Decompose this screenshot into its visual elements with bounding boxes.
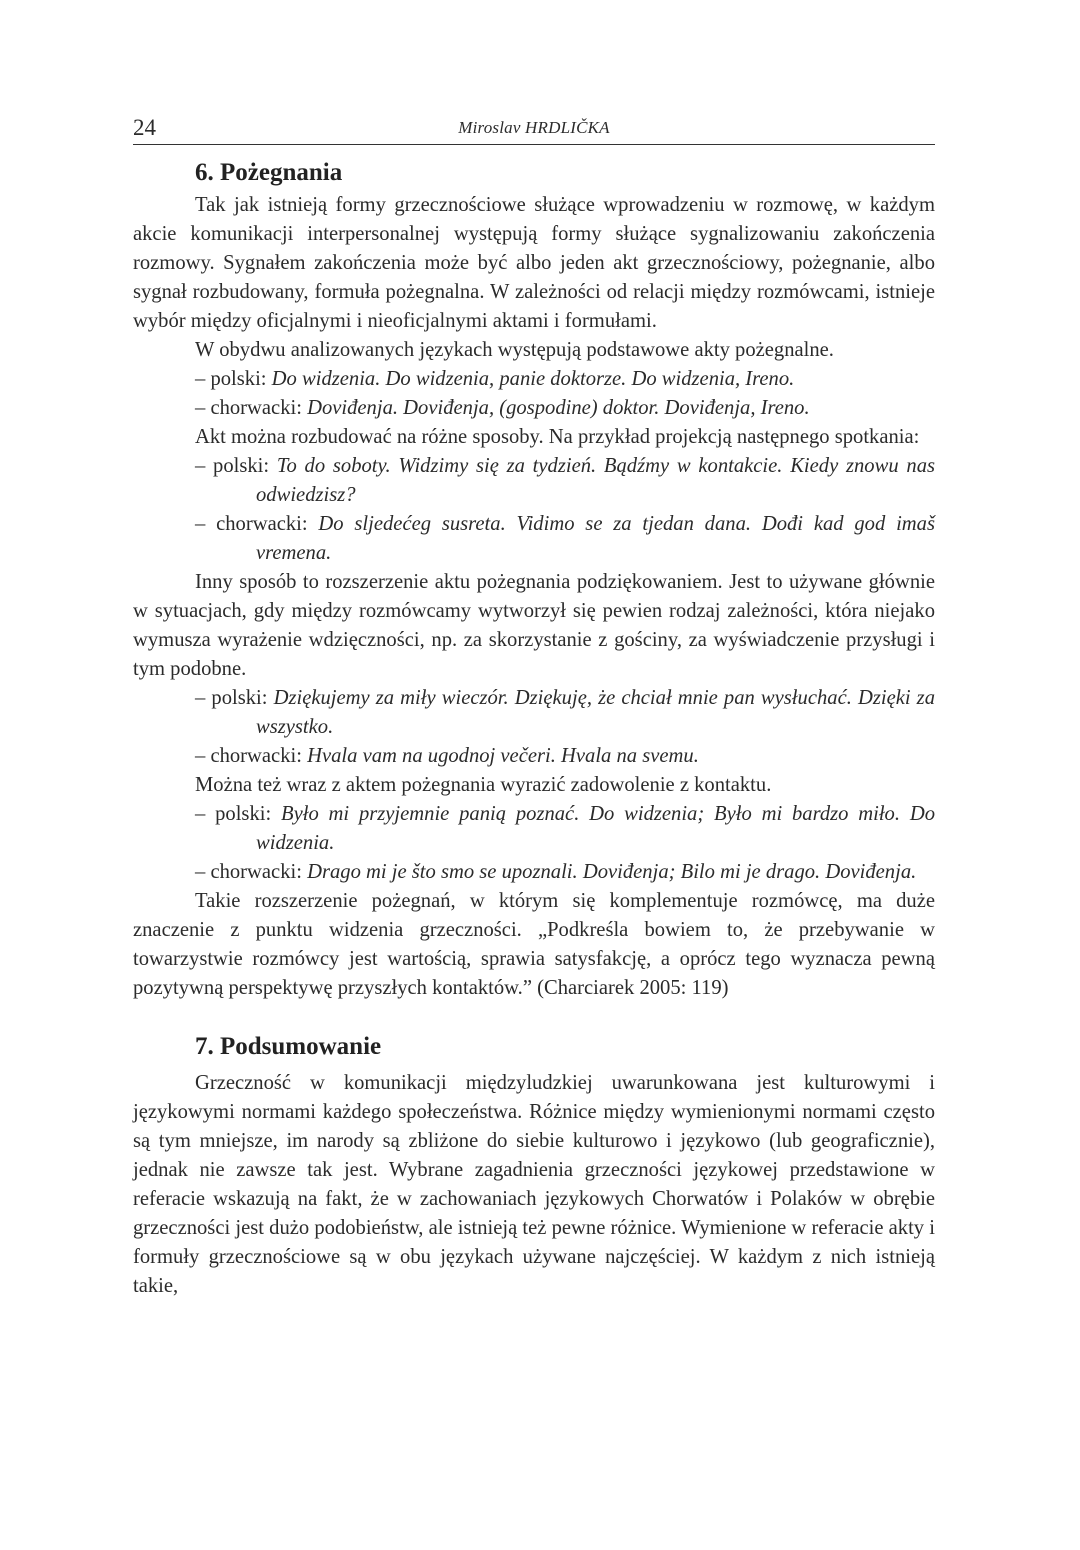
example-label: – polski: — [195, 803, 281, 825]
paragraph: Inny sposób to rozszerzenie aktu pożegnania podziękowaniem. Jest to używane głównie w sytuacjach, gdy między rozmówcamy wytworzył się pewien rodzaj zależności, która niejako wymusza wyrażenie wdzięczności, np. za skorzystanie z gościny, za wyświadczenie przysługi i tym podobne. — [133, 571, 935, 680]
example-label: – chorwacki: — [195, 861, 308, 883]
section-heading-podsumowanie: 7. Podsumowanie — [195, 1033, 382, 1060]
example-croatian — [133, 510, 935, 568]
example-text: Drago mi je što smo se upoznali. Doviđenja; Bilo mi je drago. Doviđenja. — [307, 861, 917, 883]
example-croatian — [133, 394, 935, 423]
paragraph: Grzeczność w komunikacji międzyludzkiej uwarunkowana jest kulturowymi i językowymi normami każdego społeczeństwa. Różnice między wymienionymi normami często są tym mniejsze, im narody są zbliżone do siebie kulturowo i językowo (lub geograficznie), jednak nie zawsze tak jest. Wybrane zagadnienia grzeczności językowej przedstawione w referacie wskazują na fakt, że w zachowaniach językowych Chorwatów i Polaków w obrębie grzeczności jest dużo podobieństw, ale istnieją też pewne różnice. Wymienione w referacie akty i formuły grzecznościowe są w obu językach używane najczęściej. W każdym z nich istnieją takie, — [133, 1072, 935, 1297]
example-text: Do sljedećeg susreta. Vidimo se za tjedan dana. Dođi kad god imaš vremena. — [256, 513, 935, 564]
example-text: Doviđenja. Doviđenja, (gospodine) doktor. Doviđenja, Ireno. — [307, 397, 810, 419]
example-label: – chorwacki: — [195, 397, 308, 419]
example-label: – polski: — [195, 455, 277, 477]
example-text: Hvala vam na ugodnoj večeri. Hvala na svemu. — [307, 745, 699, 767]
paragraph-quote: Takie rozszerzenie pożegnań, w którym się komplementuje rozmówcę, ma duże znaczenie z punktu widzenia grzeczności. „Podkreśla bowiem to, że przebywanie w towarzystwie rozmówcy jest wartością, sprawia satysfakcję, a oprócz tego wyznacza pewną pozytywną perspektywę przyszłych kontaktów.” (Charciarek 2005: 119) — [133, 890, 935, 999]
page-number: 24 — [133, 115, 156, 140]
paragraph: W obydwu analizowanych językach występują podstawowe akty pożegnalne. — [195, 339, 834, 361]
paragraph: Tak jak istnieją formy grzecznościowe służące wprowadzeniu w rozmowę, w każdym akcie komunikacji interpersonalnej występują formy służące sygnalizowaniu zakończenia rozmowy. Sygnałem zakończenia może być albo jeden akt grzecznościowy, pożegnanie, albo sygnał rozbudowany, formuła pożegnalna. W zależności od relacji między rozmówcami, istnieje wybór między oficjalnymi i nieoficjalnymi aktami i formułami. — [133, 194, 935, 332]
example-polish — [133, 452, 935, 510]
running-title: Miroslav HRDLIČKA — [458, 118, 610, 137]
section-heading-pozegnania: 6. Pożegnania — [195, 159, 343, 186]
example-polish — [133, 365, 935, 394]
example-label: – chorwacki: — [195, 745, 308, 767]
paragraph: Akt można rozbudować na różne sposoby. Na przykład projekcją następnego spotkania: — [195, 426, 920, 448]
example-croatian — [133, 742, 935, 771]
example-polish — [133, 684, 935, 742]
running-header — [133, 112, 935, 145]
page — [133, 112, 935, 1301]
paragraph: Można też wraz z aktem pożegnania wyrazić zadowolenie z kontaktu. — [195, 774, 772, 796]
example-label: – polski: — [195, 368, 272, 390]
example-text: Dziękujemy za miły wieczór. Dziękuję, że chciał mnie pan wysłuchać. Dzięki za wszystko. — [256, 687, 935, 738]
example-polish — [133, 800, 935, 858]
example-text: Było mi przyjemnie panią poznać. Do widzenia; Było mi bardzo miło. Do widzenia. — [256, 803, 935, 854]
example-text: Do widzenia. Do widzenia, panie doktorze. Do widzenia, Ireno. — [271, 368, 795, 390]
example-label: – chorwacki: — [195, 513, 319, 535]
example-text: To do soboty. Widzimy się za tydzień. Bądźmy w kontakcie. Kiedy znowu nas odwiedzisz? — [256, 455, 936, 506]
example-croatian — [133, 858, 935, 887]
example-label: – polski: — [195, 687, 274, 709]
